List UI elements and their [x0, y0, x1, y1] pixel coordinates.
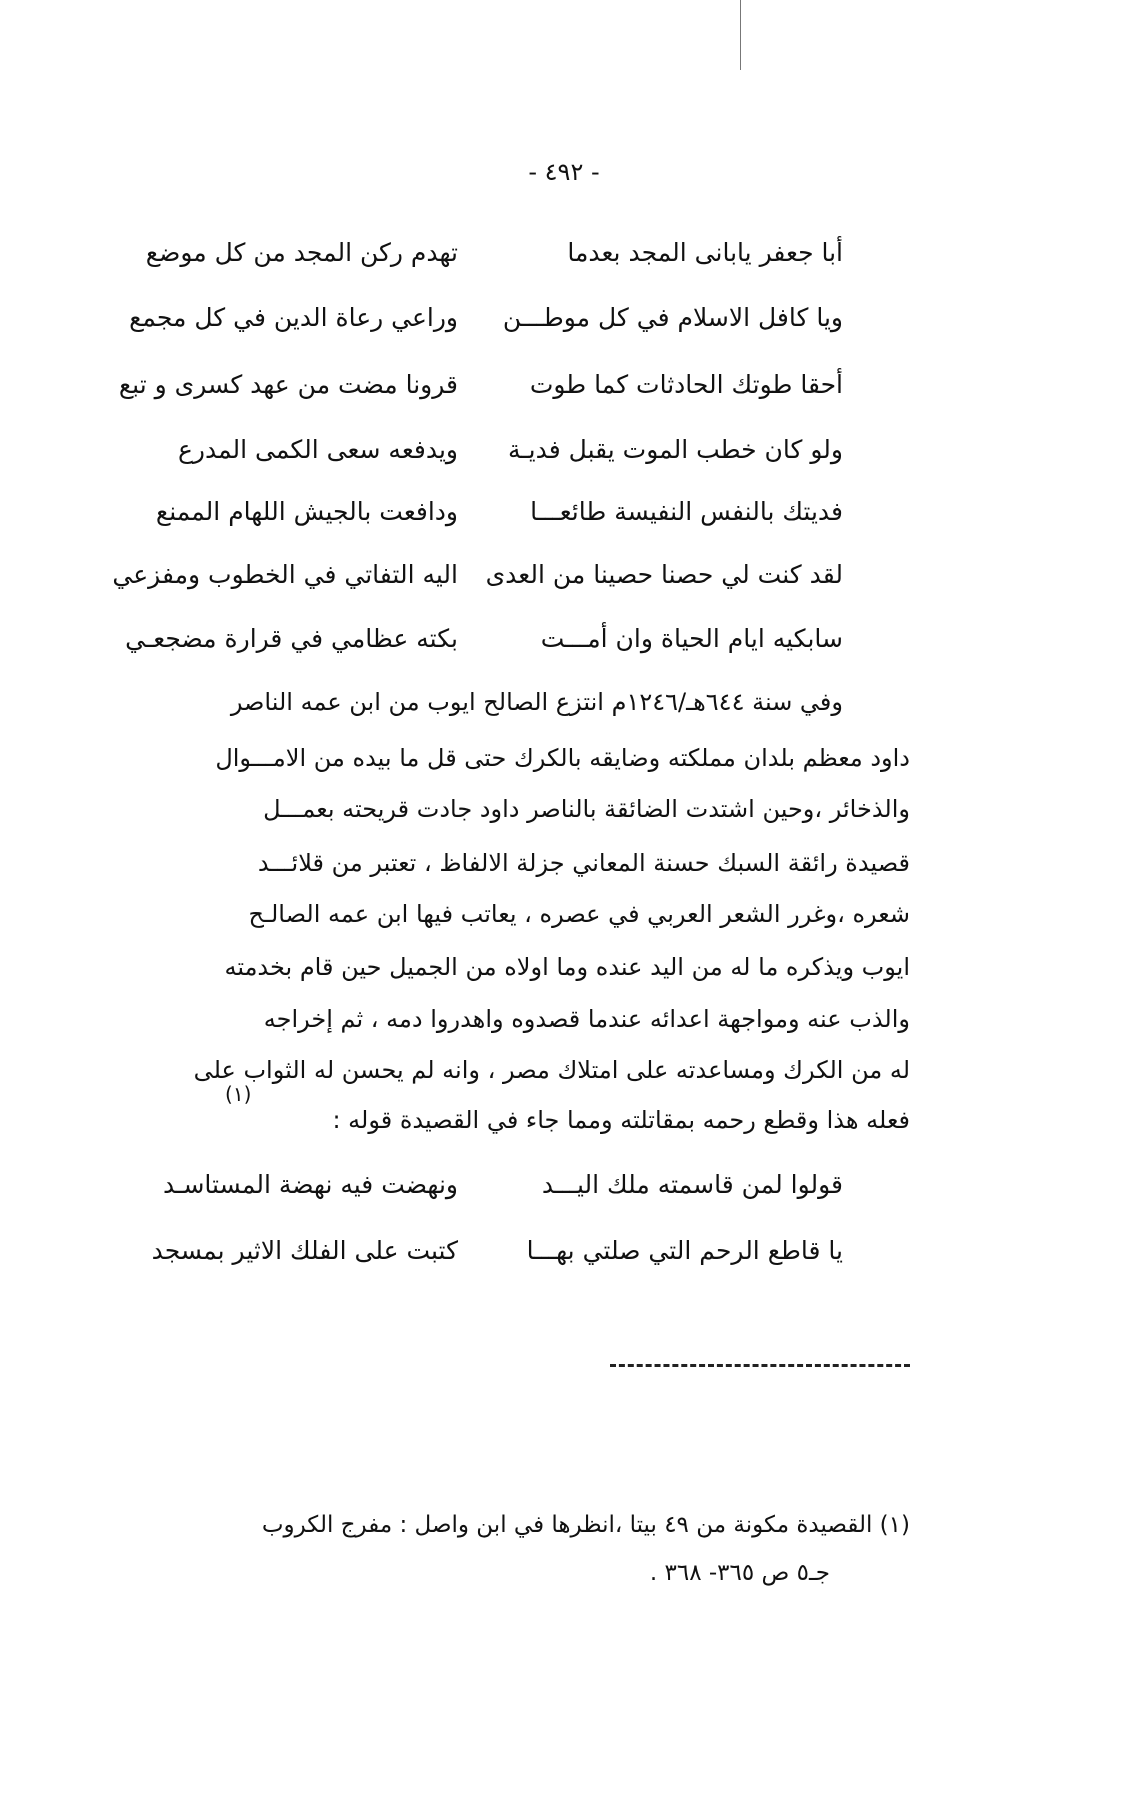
footnote-text: (١) القصيدة مكونة من ٤٩ بيتا ،انظرها في ابن واصل : مفرج الكروب — [261, 1512, 910, 1538]
verse-line — [125, 624, 843, 670]
paragraph-line: له من الكرك ومساعدته على امتلاك مصر ، وانه لم يحسن له الثواب على — [193, 1056, 910, 1084]
verse-second-hemistich: بكته عظامي في قرارة مضجعـي — [125, 624, 458, 653]
footnote-citation: جـ٥ ص ٣٦٥- ٣٦٨ . — [649, 1560, 830, 1586]
footnote-separator — [610, 1364, 910, 1367]
scan-edge-line — [740, 0, 741, 70]
paragraph-line: والذب عنه ومواجهة اعدائه عندما قصدوه واهدروا دمه ، ثم إخراجه — [263, 1005, 910, 1033]
verse-first-hemistich: ويا كافل الاسلام في كل موطـــن — [502, 303, 843, 332]
verse-first-hemistich: يا قاطع الرحم التي صلتي بهـــا — [526, 1236, 843, 1265]
footnote-reference: (١) — [225, 1082, 252, 1106]
paragraph-line: شعره ،وغرر الشعر العربي في عصره ، يعاتب فيها ابن عمه الصالـح — [248, 900, 910, 928]
page-number: - ٤٩٢ - — [528, 158, 600, 186]
verse-second-hemistich: كتبت على الفلك الاثير بمسجد — [151, 1236, 458, 1265]
verse-first-hemistich: سابكيه ايام الحياة وان أمـــت — [540, 624, 843, 653]
verse-line — [128, 497, 843, 543]
verse-first-hemistich: أبا جعفر يابانى المجد بعدما — [567, 238, 843, 267]
verse-second-hemistich: وراعي رعاة الدين في كل مجمع — [129, 303, 458, 332]
verse-second-hemistich: قرونا مضت من عهد كسرى و تبع — [118, 370, 458, 399]
verse-first-hemistich: أحقا طوتك الحادثات كما طوت — [529, 370, 843, 399]
verse-second-hemistich: ويدفعه سعى الكمى المدرع — [177, 435, 458, 464]
verse-first-hemistich: ولو كان خطب الموت يقبل فديـة — [507, 435, 843, 464]
paragraph-line: والذخائر ،وحين اشتدت الضائقة بالناصر داود جادت قريحته بعمـــل — [263, 795, 910, 823]
verse-second-hemistich: ونهضت فيه نهضة المستاسـد — [163, 1170, 458, 1199]
verse-line — [128, 435, 843, 481]
paragraph-line: داود معظم بلدان مملكته وضايقه بالكرك حتى قل ما بيده من الامـــوال — [215, 744, 910, 772]
paragraph-line: فعله هذا وقطع رحمه بمقاتلته ومما جاء في القصيدة قوله : — [332, 1106, 910, 1134]
verse-line — [112, 560, 843, 606]
verse-line — [128, 238, 843, 284]
verse-second-hemistich: اليه التفاتي في الخطوب ومفزعي — [112, 560, 458, 589]
paragraph-line: قصيدة رائقة السبك حسنة المعاني جزلة الالفاظ ، تعتبر من قلائـــد — [257, 849, 910, 877]
verse-line — [128, 1236, 843, 1282]
verse-line — [128, 1170, 843, 1216]
verse-second-hemistich: ودافعت بالجيش اللهام الممنع — [155, 497, 458, 526]
verse-second-hemistich: تهدم ركن المجد من كل موضع — [145, 238, 458, 267]
verse-line — [128, 303, 843, 349]
verse-first-hemistich: قولوا لمن قاسمته ملك اليـــد — [541, 1170, 843, 1199]
paragraph-line: وفي سنة ٦٤٤هـ/١٢٤٦م انتزع الصالح ايوب من ابن عمه الناصر — [230, 688, 843, 716]
verse-line — [118, 370, 843, 416]
verse-first-hemistich: لقد كنت لي حصنا حصينا من العدى — [485, 560, 843, 589]
paragraph-line: ايوب ويذكره ما له من اليد عنده وما اولاه من الجميل حين قام بخدمته — [224, 953, 910, 981]
verse-first-hemistich: فديتك بالنفس النفيسة طائعـــا — [530, 497, 843, 526]
